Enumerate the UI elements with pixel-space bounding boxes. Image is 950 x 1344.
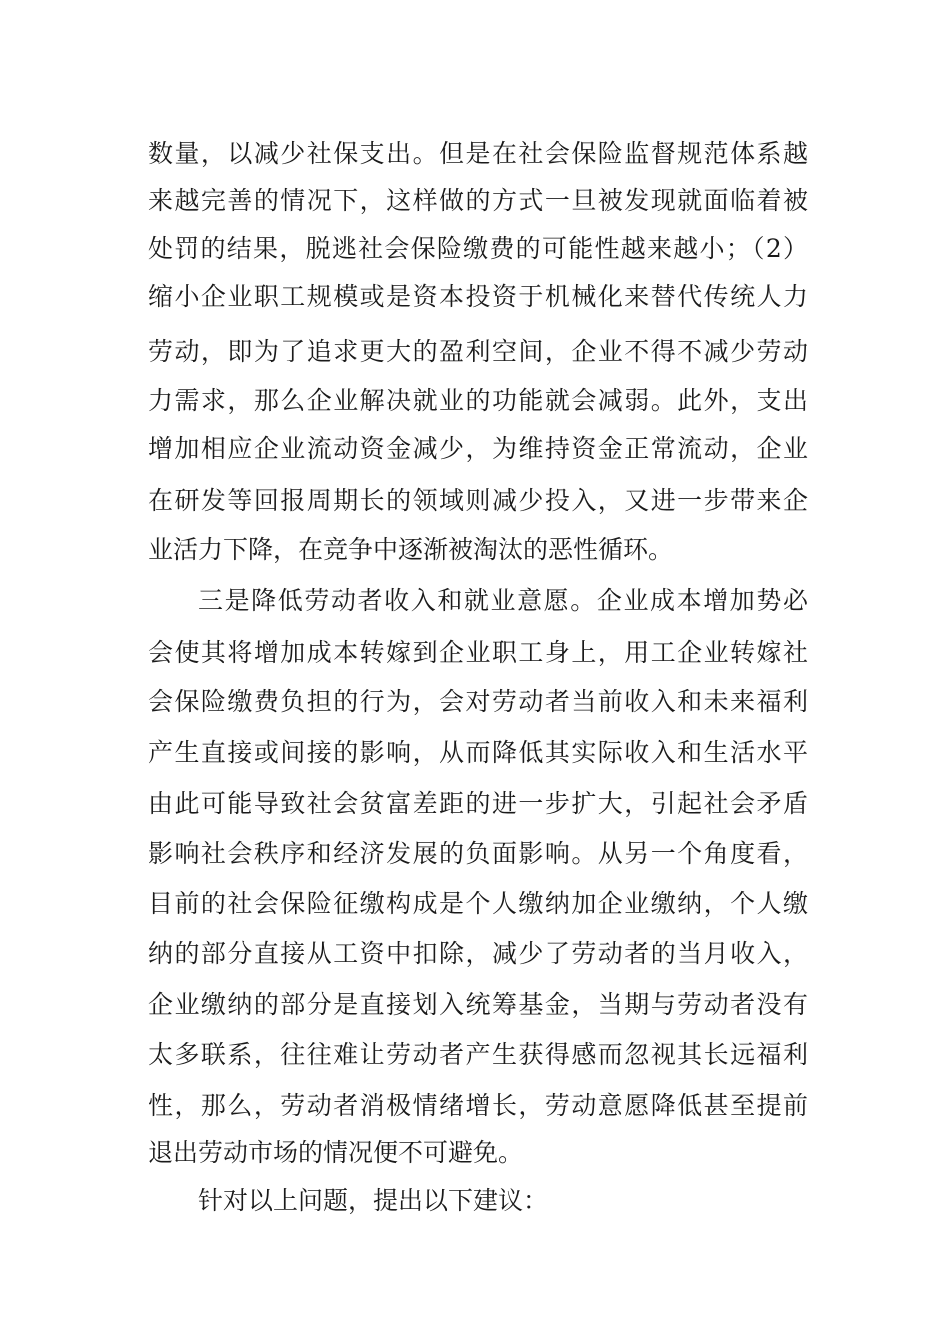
text-line-9: 业活力下降，在竞争中逐渐被淘汰的恶性循环。 bbox=[148, 535, 674, 564]
text-line-10: 三是降低劳动者收入和就业意愿。企业成本增加势必 bbox=[198, 586, 808, 615]
text-line-3: 处罚的结果，脱逃社会保险缴费的可能性越来越小；（2） bbox=[148, 234, 808, 263]
text-line-21: 退出劳动市场的情况便不可避免。 bbox=[148, 1138, 524, 1167]
text-line-4: 缩小企业职工规模或是资本投资于机械化来替代传统人力 bbox=[148, 282, 808, 311]
text-line-19: 太多联系，往往难让劳动者产生获得感而忽视其长远福利 bbox=[148, 1040, 808, 1069]
text-line-22: 针对以上问题，提出以下建议： bbox=[198, 1186, 549, 1215]
text-line-6: 力需求，那么企业解决就业的功能就会减弱。此外，支出 bbox=[148, 386, 808, 415]
text-line-12: 会保险缴费负担的行为，会对劳动者当前收入和未来福利 bbox=[148, 687, 808, 716]
text-line-20: 性，那么，劳动者消极情绪增长，劳动意愿降低甚至提前 bbox=[148, 1091, 808, 1120]
text-line-16: 目前的社会保险征缴构成是个人缴纳加企业缴纳，个人缴 bbox=[148, 889, 808, 918]
text-line-5: 劳动，即为了追求更大的盈利空间，企业不得不减少劳动 bbox=[148, 337, 808, 366]
text-line-1: 数量，以减少社保支出。但是在社会保险监督规范体系越 bbox=[148, 139, 808, 168]
text-line-11: 会使其将增加成本转嫁到企业职工身上，用工企业转嫁社 bbox=[148, 638, 808, 667]
text-line-14: 由此可能导致社会贫富差距的进一步扩大，引起社会矛盾 bbox=[148, 789, 808, 818]
text-line-13: 产生直接或间接的影响，从而降低其实际收入和生活水平 bbox=[148, 738, 808, 767]
text-line-7: 增加相应企业流动资金减少，为维持资金正常流动，企业 bbox=[148, 434, 808, 463]
text-line-8: 在研发等回报周期长的领域则减少投入，又进一步带来企 bbox=[148, 486, 808, 515]
text-line-2: 来越完善的情况下，这样做的方式一旦被发现就面临着被 bbox=[148, 186, 808, 215]
text-line-15: 影响社会秩序和经济发展的负面影响。从另一个角度看， bbox=[148, 839, 808, 868]
text-line-17: 纳的部分直接从工资中扣除，减少了劳动者的当月收入， bbox=[148, 939, 808, 968]
text-line-18: 企业缴纳的部分是直接划入统筹基金，当期与劳动者没有 bbox=[148, 990, 808, 1019]
